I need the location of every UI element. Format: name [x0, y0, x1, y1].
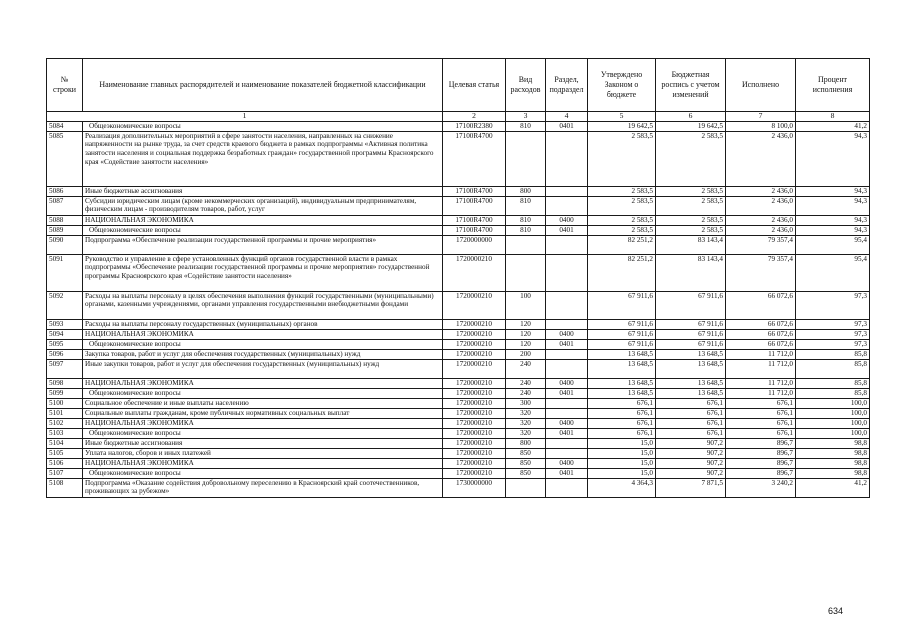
section-cell — [546, 254, 588, 291]
percent-cell: 94,3 — [796, 131, 870, 186]
executed-cell: 896,7 — [726, 468, 796, 478]
percent-cell: 98,8 — [796, 438, 870, 448]
percent-cell: 100,0 — [796, 408, 870, 418]
executed-cell: 2 436,0 — [726, 186, 796, 196]
approved-cell: 2 583,5 — [588, 225, 656, 235]
budget-report-sheet — [46, 58, 869, 498]
approved-cell: 676,1 — [588, 418, 656, 428]
executed-cell: 11 712,0 — [726, 378, 796, 388]
header-name: Наименование главных распорядителей и наименование показателей бюджетной классификации — [83, 59, 443, 112]
section-cell: 0400 — [546, 329, 588, 339]
row-number-cell: 5104 — [47, 438, 83, 448]
budget-list-cell: 7 871,5 — [656, 478, 726, 497]
executed-cell: 2 436,0 — [726, 225, 796, 235]
section-cell — [546, 408, 588, 418]
budget-list-cell: 2 583,5 — [656, 131, 726, 186]
target-article-cell: 1720000210 — [443, 254, 506, 291]
section-cell: 0401 — [546, 428, 588, 438]
approved-cell: 67 911,6 — [588, 329, 656, 339]
expense-type-cell — [506, 235, 546, 254]
percent-cell: 97,3 — [796, 329, 870, 339]
percent-cell: 98,8 — [796, 448, 870, 458]
executed-cell: 676,1 — [726, 418, 796, 428]
executed-cell: 66 072,6 — [726, 339, 796, 349]
budget-list-cell: 83 143,4 — [656, 254, 726, 291]
expense-type-cell: 850 — [506, 458, 546, 468]
budget-list-cell: 13 648,5 — [656, 378, 726, 388]
approved-cell: 2 583,5 — [588, 215, 656, 225]
name-cell: Расходы на выплаты персоналу государственных (муниципальных) органов — [83, 319, 443, 329]
table-row — [47, 121, 870, 131]
name-cell: Общеэкономические вопросы — [83, 428, 443, 438]
expense-type-cell: 800 — [506, 438, 546, 448]
percent-cell: 100,0 — [796, 398, 870, 408]
table-row — [47, 215, 870, 225]
percent-cell: 97,3 — [796, 339, 870, 349]
section-cell: 0401 — [546, 339, 588, 349]
expense-type-cell: 120 — [506, 339, 546, 349]
section-cell — [546, 235, 588, 254]
approved-cell: 13 648,5 — [588, 388, 656, 398]
row-number-cell: 5088 — [47, 215, 83, 225]
budget-list-cell: 67 911,6 — [656, 339, 726, 349]
section-cell — [546, 438, 588, 448]
approved-cell: 13 648,5 — [588, 349, 656, 359]
expense-type-cell: 240 — [506, 388, 546, 398]
expense-type-cell — [506, 131, 546, 186]
executed-cell: 676,1 — [726, 408, 796, 418]
row-number-cell: 5107 — [47, 468, 83, 478]
expense-type-cell: 810 — [506, 121, 546, 131]
column-number: 4 — [546, 112, 588, 122]
table-row — [47, 408, 870, 418]
expense-type-cell: 240 — [506, 359, 546, 378]
column-number: 6 — [656, 112, 726, 122]
row-number-cell: 5106 — [47, 458, 83, 468]
table-row — [47, 235, 870, 254]
approved-cell: 2 583,5 — [588, 131, 656, 186]
budget-list-cell: 83 143,4 — [656, 235, 726, 254]
table-row — [47, 329, 870, 339]
percent-cell: 98,8 — [796, 458, 870, 468]
section-cell: 0400 — [546, 418, 588, 428]
table-row — [47, 359, 870, 378]
name-cell: Субсидии юридическим лицам (кроме некоммерческих организаций), индивидуальным предпринимателям, физическим лицам - производителям товаров, работ, услуг — [83, 196, 443, 215]
table-row — [47, 418, 870, 428]
name-cell: Общеэкономические вопросы — [83, 121, 443, 131]
row-number-cell: 5101 — [47, 408, 83, 418]
executed-cell: 896,7 — [726, 448, 796, 458]
table-row — [47, 398, 870, 408]
row-number-cell: 5092 — [47, 291, 83, 319]
expense-type-cell: 120 — [506, 319, 546, 329]
name-cell: НАЦИОНАЛЬНАЯ ЭКОНОМИКА — [83, 458, 443, 468]
expense-type-cell: 200 — [506, 349, 546, 359]
row-number-cell: 5100 — [47, 398, 83, 408]
row-number-cell: 5086 — [47, 186, 83, 196]
budget-list-cell: 907,2 — [656, 458, 726, 468]
section-cell — [546, 291, 588, 319]
column-number-row — [47, 112, 870, 122]
row-number-cell: 5091 — [47, 254, 83, 291]
percent-cell: 100,0 — [796, 418, 870, 428]
table-row — [47, 225, 870, 235]
table-row — [47, 254, 870, 291]
table-row — [47, 319, 870, 329]
row-number-cell: 5089 — [47, 225, 83, 235]
percent-cell: 94,3 — [796, 196, 870, 215]
budget-list-cell: 676,1 — [656, 398, 726, 408]
target-article-cell: 1720000210 — [443, 329, 506, 339]
expense-type-cell: 320 — [506, 418, 546, 428]
percent-cell: 97,3 — [796, 319, 870, 329]
column-number: 5 — [588, 112, 656, 122]
name-cell: Уплата налогов, сборов и иных платежей — [83, 448, 443, 458]
name-cell: Реализация дополнительных мероприятий в сфере занятости населения, направленных на снижение напряженности на рынке труда, за счет средств краевого бюджета в рамках подпрограммы «Активная политика занятости населения и социальная поддержка безработных граждан» государственной программы Красноярского края «Содействие занятости населения» — [83, 131, 443, 186]
row-number-cell: 5105 — [47, 448, 83, 458]
header-expense-type: Вид расходов — [506, 59, 546, 112]
header-percent: Процент исполнения — [796, 59, 870, 112]
target-article-cell: 1720000210 — [443, 388, 506, 398]
column-number: 1 — [47, 112, 443, 122]
header-row-number: № строки — [47, 59, 83, 112]
expense-type-cell: 240 — [506, 378, 546, 388]
budget-list-cell: 67 911,6 — [656, 329, 726, 339]
section-cell: 0401 — [546, 225, 588, 235]
column-number: 2 — [443, 112, 506, 122]
target-article-cell: 1720000210 — [443, 378, 506, 388]
executed-cell: 8 100,0 — [726, 121, 796, 131]
section-cell — [546, 359, 588, 378]
target-article-cell: 17100R4700 — [443, 196, 506, 215]
percent-cell: 94,3 — [796, 215, 870, 225]
target-article-cell: 1720000210 — [443, 291, 506, 319]
budget-list-cell: 2 583,5 — [656, 225, 726, 235]
executed-cell: 66 072,6 — [726, 291, 796, 319]
name-cell: Закупка товаров, работ и услуг для обеспечения государственных (муниципальных) нужд — [83, 349, 443, 359]
header-target-article: Целевая статья — [443, 59, 506, 112]
executed-cell: 66 072,6 — [726, 319, 796, 329]
budget-list-cell: 67 911,6 — [656, 291, 726, 319]
approved-cell: 67 911,6 — [588, 319, 656, 329]
budget-list-cell: 676,1 — [656, 428, 726, 438]
header-executed: Исполнено — [726, 59, 796, 112]
table-row — [47, 186, 870, 196]
expense-type-cell: 300 — [506, 398, 546, 408]
expense-type-cell: 120 — [506, 329, 546, 339]
expense-type-cell: 810 — [506, 215, 546, 225]
expense-type-cell: 800 — [506, 186, 546, 196]
target-article-cell: 1720000210 — [443, 448, 506, 458]
approved-cell: 19 642,5 — [588, 121, 656, 131]
executed-cell: 66 072,6 — [726, 329, 796, 339]
target-article-cell: 17100R4700 — [443, 186, 506, 196]
executed-cell: 2 436,0 — [726, 215, 796, 225]
table-row — [47, 438, 870, 448]
name-cell: Подпрограмма «Оказание содействия добровольному переселению в Красноярский край соотечественников, проживающих за рубежом» — [83, 478, 443, 497]
name-cell: Социальное обеспечение и иные выплаты населению — [83, 398, 443, 408]
table-row — [47, 478, 870, 497]
percent-cell: 94,3 — [796, 225, 870, 235]
section-cell: 0400 — [546, 215, 588, 225]
target-article-cell: 1720000210 — [443, 359, 506, 378]
table-row — [47, 378, 870, 388]
row-number-cell: 5095 — [47, 339, 83, 349]
name-cell: НАЦИОНАЛЬНАЯ ЭКОНОМИКА — [83, 215, 443, 225]
column-number: 3 — [506, 112, 546, 122]
name-cell: Расходы на выплаты персоналу в целях обеспечения выполнения функций государственными (муниципальными) органами, казенными учреждениями, органами управления государственными внебюджетными фондами — [83, 291, 443, 319]
row-number-cell: 5103 — [47, 428, 83, 438]
percent-cell: 85,8 — [796, 388, 870, 398]
approved-cell: 67 911,6 — [588, 339, 656, 349]
approved-cell: 4 364,3 — [588, 478, 656, 497]
row-number-cell: 5108 — [47, 478, 83, 497]
row-number-cell: 5087 — [47, 196, 83, 215]
expense-type-cell: 100 — [506, 291, 546, 319]
section-cell — [546, 319, 588, 329]
target-article-cell: 17100R4700 — [443, 225, 506, 235]
budget-list-cell: 907,2 — [656, 438, 726, 448]
executed-cell: 3 240,2 — [726, 478, 796, 497]
budget-list-cell: 2 583,5 — [656, 186, 726, 196]
name-cell: Руководство и управление в сфере установленных функций органов государственной власти в рамках подпрограммы «Обеспечение реализации государственной программы и прочие мероприятия» государственной программы Красноярского края «Содействие занятости населения» — [83, 254, 443, 291]
expense-type-cell: 810 — [506, 225, 546, 235]
row-number-cell: 5094 — [47, 329, 83, 339]
executed-cell: 2 436,0 — [726, 196, 796, 215]
approved-cell: 2 583,5 — [588, 186, 656, 196]
name-cell: НАЦИОНАЛЬНАЯ ЭКОНОМИКА — [83, 329, 443, 339]
budget-list-cell: 907,2 — [656, 448, 726, 458]
executed-cell: 896,7 — [726, 438, 796, 448]
approved-cell: 15,0 — [588, 468, 656, 478]
budget-list-cell: 676,1 — [656, 408, 726, 418]
percent-cell: 41,2 — [796, 478, 870, 497]
percent-cell: 85,8 — [796, 349, 870, 359]
target-article-cell: 1720000210 — [443, 408, 506, 418]
percent-cell: 97,3 — [796, 291, 870, 319]
table-row — [47, 291, 870, 319]
section-cell: 0400 — [546, 458, 588, 468]
table-row — [47, 428, 870, 438]
budget-list-cell: 2 583,5 — [656, 215, 726, 225]
percent-cell: 41,2 — [796, 121, 870, 131]
section-cell: 0401 — [546, 468, 588, 478]
table-row — [47, 349, 870, 359]
row-number-cell: 5084 — [47, 121, 83, 131]
approved-cell: 2 583,5 — [588, 196, 656, 215]
budget-list-cell: 67 911,6 — [656, 319, 726, 329]
executed-cell: 676,1 — [726, 398, 796, 408]
table-row — [47, 458, 870, 468]
percent-cell: 95,4 — [796, 254, 870, 291]
row-number-cell: 5093 — [47, 319, 83, 329]
name-cell: Социальные выплаты гражданам, кроме публичных нормативных социальных выплат — [83, 408, 443, 418]
expense-type-cell: 850 — [506, 468, 546, 478]
approved-cell: 13 648,5 — [588, 378, 656, 388]
budget-table — [46, 58, 870, 498]
target-article-cell: 1720000210 — [443, 438, 506, 448]
table-row — [47, 339, 870, 349]
header-budget-list: Бюджетная роспись с учетом изменений — [656, 59, 726, 112]
budget-list-cell: 13 648,5 — [656, 388, 726, 398]
row-number-cell: 5098 — [47, 378, 83, 388]
name-cell: Общеэкономические вопросы — [83, 339, 443, 349]
target-article-cell: 1720000210 — [443, 428, 506, 438]
row-number-cell: 5096 — [47, 349, 83, 359]
expense-type-cell: 320 — [506, 408, 546, 418]
section-cell: 0401 — [546, 388, 588, 398]
target-article-cell: 17100R4700 — [443, 215, 506, 225]
target-article-cell: 1720000210 — [443, 458, 506, 468]
budget-list-cell: 19 642,5 — [656, 121, 726, 131]
section-cell — [546, 186, 588, 196]
section-cell: 0400 — [546, 378, 588, 388]
name-cell: НАЦИОНАЛЬНАЯ ЭКОНОМИКА — [83, 378, 443, 388]
percent-cell: 85,8 — [796, 359, 870, 378]
name-cell: Иные бюджетные ассигнования — [83, 438, 443, 448]
expense-type-cell — [506, 478, 546, 497]
name-cell: Иные закупки товаров, работ и услуг для обеспечения государственных (муниципальных) нужд — [83, 359, 443, 378]
percent-cell: 95,4 — [796, 235, 870, 254]
approved-cell: 15,0 — [588, 438, 656, 448]
name-cell: Иные бюджетные ассигнования — [83, 186, 443, 196]
row-number-cell: 5090 — [47, 235, 83, 254]
approved-cell: 82 251,2 — [588, 254, 656, 291]
page-number: 634 — [828, 606, 844, 616]
section-cell — [546, 349, 588, 359]
executed-cell: 79 357,4 — [726, 254, 796, 291]
budget-list-cell: 13 648,5 — [656, 349, 726, 359]
approved-cell: 15,0 — [588, 448, 656, 458]
table-row — [47, 131, 870, 186]
section-cell: 0401 — [546, 121, 588, 131]
approved-cell: 15,0 — [588, 458, 656, 468]
approved-cell: 676,1 — [588, 428, 656, 438]
table-row — [47, 196, 870, 215]
percent-cell: 100,0 — [796, 428, 870, 438]
target-article-cell: 17100R2380 — [443, 121, 506, 131]
approved-cell: 676,1 — [588, 408, 656, 418]
column-number: 8 — [796, 112, 870, 122]
name-cell: Общеэкономические вопросы — [83, 468, 443, 478]
expense-type-cell: 810 — [506, 196, 546, 215]
executed-cell: 676,1 — [726, 428, 796, 438]
table-row — [47, 468, 870, 478]
section-cell — [546, 131, 588, 186]
executed-cell: 2 436,0 — [726, 131, 796, 186]
section-cell — [546, 478, 588, 497]
percent-cell: 85,8 — [796, 378, 870, 388]
expense-type-cell — [506, 254, 546, 291]
header-section: Раздел, подраздел — [546, 59, 588, 112]
section-cell — [546, 196, 588, 215]
row-number-cell: 5097 — [47, 359, 83, 378]
target-article-cell: 1720000000 — [443, 235, 506, 254]
name-cell: Общеэкономические вопросы — [83, 225, 443, 235]
expense-type-cell: 850 — [506, 448, 546, 458]
table-row — [47, 388, 870, 398]
approved-cell: 67 911,6 — [588, 291, 656, 319]
target-article-cell: 1720000210 — [443, 319, 506, 329]
approved-cell: 676,1 — [588, 398, 656, 408]
name-cell: НАЦИОНАЛЬНАЯ ЭКОНОМИКА — [83, 418, 443, 428]
executed-cell: 11 712,0 — [726, 359, 796, 378]
table-header-row — [47, 59, 870, 112]
budget-list-cell: 2 583,5 — [656, 196, 726, 215]
target-article-cell: 1730000000 — [443, 478, 506, 497]
target-article-cell: 1720000210 — [443, 349, 506, 359]
budget-list-cell: 13 648,5 — [656, 359, 726, 378]
row-number-cell: 5085 — [47, 131, 83, 186]
table-row — [47, 448, 870, 458]
target-article-cell: 17100R4700 — [443, 131, 506, 186]
approved-cell: 82 251,2 — [588, 235, 656, 254]
row-number-cell: 5099 — [47, 388, 83, 398]
approved-cell: 13 648,5 — [588, 359, 656, 378]
name-cell: Подпрограмма «Обеспечение реализации государственной программы и прочие мероприятия» — [83, 235, 443, 254]
section-cell — [546, 398, 588, 408]
budget-list-cell: 907,2 — [656, 468, 726, 478]
target-article-cell: 1720000210 — [443, 468, 506, 478]
target-article-cell: 1720000210 — [443, 339, 506, 349]
row-number-cell: 5102 — [47, 418, 83, 428]
executed-cell: 896,7 — [726, 458, 796, 468]
percent-cell: 94,3 — [796, 186, 870, 196]
percent-cell: 98,8 — [796, 468, 870, 478]
executed-cell: 11 712,0 — [726, 388, 796, 398]
budget-list-cell: 676,1 — [656, 418, 726, 428]
executed-cell: 11 712,0 — [726, 349, 796, 359]
section-cell — [546, 448, 588, 458]
header-approved: Утверждено Законом о бюджете — [588, 59, 656, 112]
target-article-cell: 1720000210 — [443, 398, 506, 408]
executed-cell: 79 357,4 — [726, 235, 796, 254]
expense-type-cell: 320 — [506, 428, 546, 438]
name-cell: Общеэкономические вопросы — [83, 388, 443, 398]
column-number: 7 — [726, 112, 796, 122]
target-article-cell: 1720000210 — [443, 418, 506, 428]
